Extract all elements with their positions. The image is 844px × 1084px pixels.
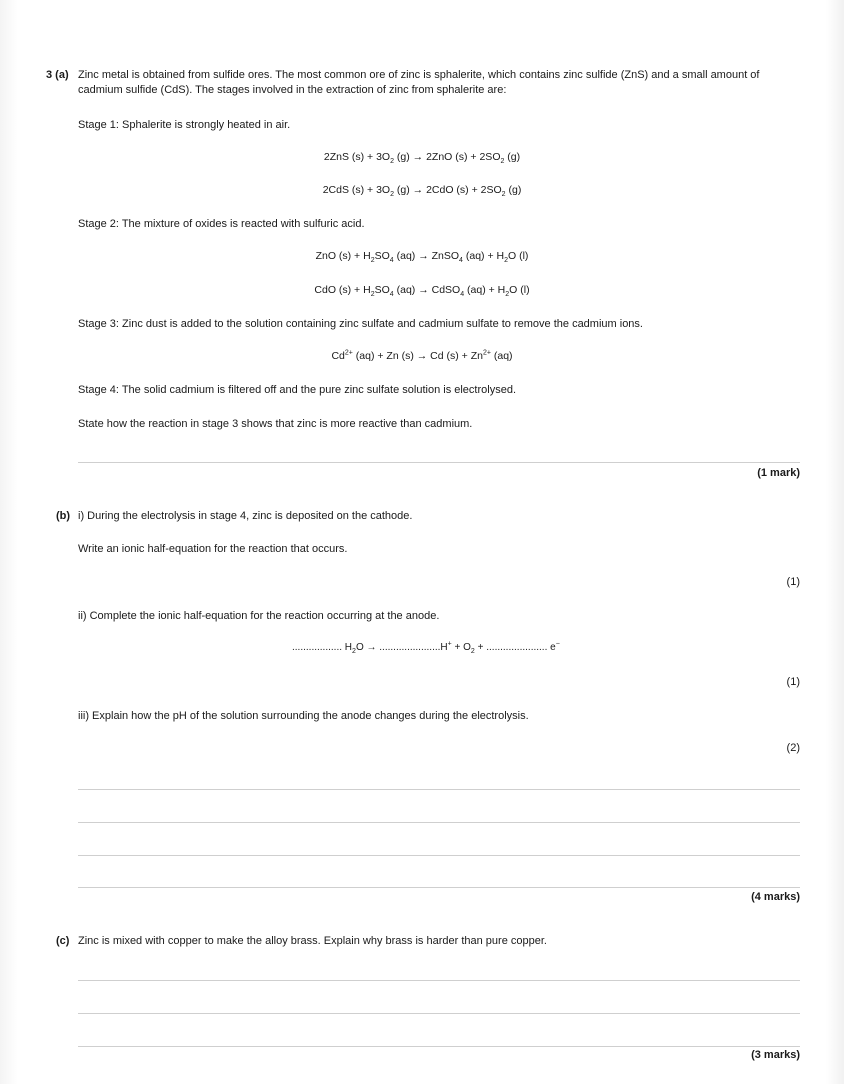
answer-line[interactable]	[78, 855, 800, 856]
stage-4-text: Stage 4: The solid cadmium is filtered off and the pure zinc sulfate solution is electrolysed.	[78, 384, 516, 396]
mark-b-iii: (2)	[786, 742, 800, 754]
mark-b-ii: (1)	[786, 676, 800, 688]
answer-line[interactable]	[78, 462, 800, 463]
equation-cds: 2CdS $(s) + 3O_2$ (g) → 2CdO $(s) + 2SO_2$ (g)	[322, 184, 522, 199]
part-b-i-question: Write an ionic half-equation for the reaction that occurs.	[78, 543, 348, 555]
blank-water-coefficient[interactable]: ..................	[292, 642, 343, 653]
answer-line[interactable]	[78, 1013, 800, 1014]
stage-1-text: Stage 1: Sphalerite is strongly heated in air.	[78, 119, 291, 131]
equation-zns: 2ZnS $(s) + 3O_2$ (g) → 2ZnO $(s) + 2SO_2$ (g)	[323, 151, 521, 166]
part-c-question: Zinc is mixed with copper to make the alloy brass. Explain why brass is harder than pure copper.	[78, 935, 547, 947]
answer-line[interactable]	[78, 822, 800, 823]
answer-line[interactable]	[78, 1046, 800, 1047]
part-b-label: (b)	[56, 510, 71, 522]
marks-c: (3 marks)	[751, 1049, 800, 1061]
equation-cdo: CdO $(s) + H_2SO_4$ (aq) → CdSO$_4$ $(aq) + H_2O$ (l)	[314, 284, 530, 299]
equation-zno: ZnO $(s) + H_2SO_4$ (aq) → ZnSO$_4$ $(aq) + H_2O$ (l)	[315, 250, 529, 265]
part-b-ii-text: ii) Complete the ionic half-equation for the reaction occurring at the anode.	[78, 610, 440, 622]
answer-line[interactable]	[78, 887, 800, 888]
blank-electron-coefficient[interactable]: ......................	[486, 642, 548, 653]
anode-half-equation: .................. $H_2O \to ......................H^+ + O_2$ + ...................... e−	[292, 640, 560, 655]
stage-2-text: Stage 2: The mixture of oxides is reacted with sulfuric acid.	[78, 218, 365, 230]
blank-hydrogen-coefficient[interactable]: ......................	[379, 642, 441, 653]
question-intro: Zinc metal is obtained from sulfide ores. The most common ore of zinc is sphalerite, which contains zinc sulfide (ZnS) and a small amount of cadmium sulfide (CdS). The stages involved in the extraction of zinc from sphalerite are:	[78, 69, 760, 96]
equation-displacement: $Cd^{2+}$ (aq) + Zn (s) → Cd $(s) + Zn^{2+}$ (aq)	[331, 349, 513, 362]
question-number: 3 (a)	[46, 69, 69, 81]
answer-line[interactable]	[78, 789, 800, 790]
answer-line[interactable]	[78, 980, 800, 981]
mark-b-i: (1)	[786, 576, 800, 588]
stage-3-text: Stage 3: Zinc dust is added to the solution containing zinc sulfate and cadmium sulfate to remove the cadmium ions.	[78, 318, 643, 330]
marks-a: (1 mark)	[757, 467, 800, 479]
part-b-i-text: i) During the electrolysis in stage 4, zinc is deposited on the cathode.	[78, 510, 413, 522]
part-b-iii-text: iii) Explain how the pH of the solution surrounding the anode changes during the electrolysis.	[78, 710, 529, 722]
question-a-prompt: State how the reaction in stage 3 shows that zinc is more reactive than cadmium.	[78, 418, 473, 430]
marks-b: (4 marks)	[751, 891, 800, 903]
part-c-label: (c)	[56, 935, 70, 947]
